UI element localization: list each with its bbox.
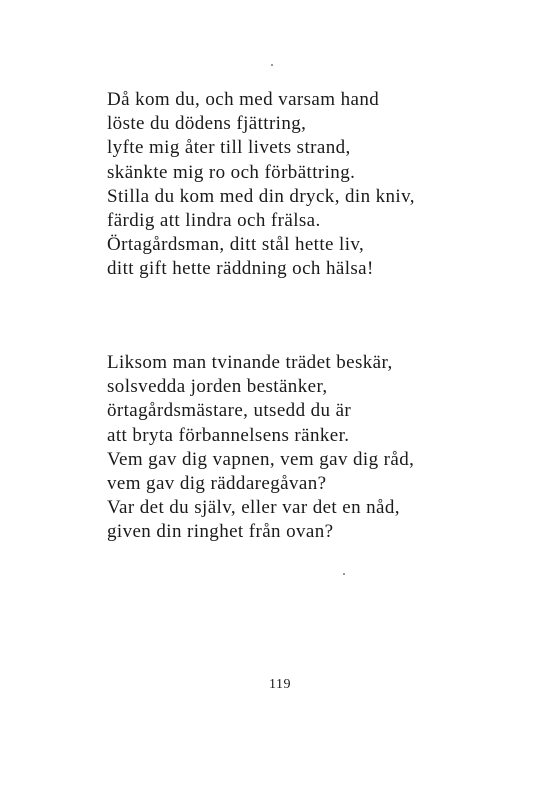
poem-line: Vem gav dig vapnen, vem gav dig råd,: [107, 448, 415, 470]
ink-speck: [343, 573, 345, 575]
poem-line: solsvedda jorden bestänker,: [107, 376, 328, 398]
poem-line: lyfte mig åter till livets strand,: [107, 137, 351, 159]
poem-line: given din ringhet från ovan?: [107, 521, 334, 543]
poem-line: färdig att lindra och frälsa.: [107, 209, 321, 231]
poem-line: örtagårdsmästare, utsedd du är: [107, 400, 352, 422]
poem-line: Stilla du kom med din dryck, din kniv,: [107, 185, 415, 207]
poem-line: vem gav dig räddaregåvan?: [107, 472, 327, 494]
poem-line: Liksom man tvinande trädet beskär,: [107, 352, 393, 373]
poem-line: Var det du själv, eller var det en nåd,: [107, 497, 400, 519]
poem-stanza-2: [107, 351, 507, 545]
poem-line: skänkte mig ro och förbättring.: [107, 161, 356, 183]
poem-line: Då kom du, och med varsam hand: [107, 89, 380, 110]
page-number: 119: [269, 677, 291, 692]
poem-line: löste du dödens fjättring,: [107, 113, 307, 135]
poem-line: ditt gift hette räddning och hälsa!: [107, 258, 374, 280]
poem-line: att bryta förbannelsens ränker.: [107, 424, 350, 446]
poem-line: Örtagårdsman, ditt stål hette liv,: [107, 234, 365, 256]
ink-speck: [271, 64, 273, 66]
poem-stanza-1: [107, 88, 507, 282]
